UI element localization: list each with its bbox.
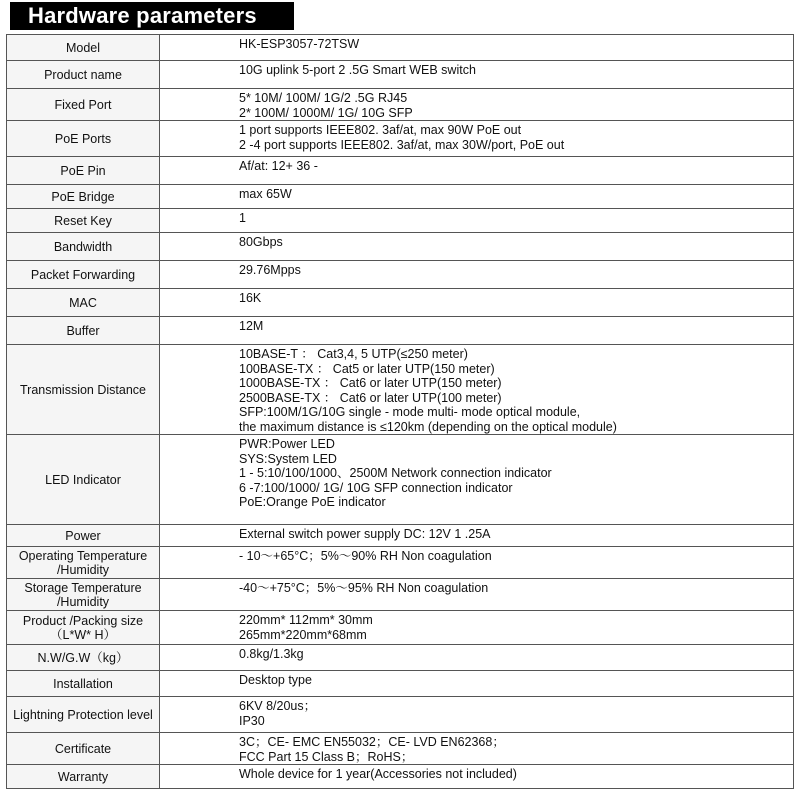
spec-row xyxy=(7,435,794,525)
spec-key: Certificate xyxy=(7,733,160,765)
spec-row xyxy=(7,289,794,317)
spec-row xyxy=(7,35,794,61)
spec-value-line: 6KV 8/20us； xyxy=(239,699,317,713)
spec-key: PoE Bridge xyxy=(7,185,160,209)
spec-key: N.W/G.W（kg） xyxy=(7,645,160,671)
spec-value xyxy=(160,157,794,185)
spec-value-line: 10BASE-T ： Cat3,4, 5 UTP(≤250 meter) xyxy=(239,347,468,361)
spec-value-line: 220mm* 112mm* 30mm xyxy=(239,613,373,627)
spec-row xyxy=(7,317,794,345)
spec-key: Operating Temperature /Humidity xyxy=(7,547,160,579)
spec-value xyxy=(160,579,794,611)
spec-value-line: PWR:Power LED xyxy=(239,437,335,451)
spec-key: Fixed Port xyxy=(7,89,160,121)
spec-key: LED Indicator xyxy=(7,435,160,525)
spec-row xyxy=(7,671,794,697)
spec-value-line: 0.8kg/1.3kg xyxy=(239,647,304,661)
spec-value xyxy=(160,121,794,157)
spec-value xyxy=(160,233,794,261)
spec-row xyxy=(7,61,794,89)
spec-row xyxy=(7,733,794,765)
spec-value-line: FCC Part 15 Class B；RoHS； xyxy=(239,749,414,764)
spec-key: Product name xyxy=(7,61,160,89)
spec-key: Lightning Protection level xyxy=(7,697,160,733)
spec-key: Bandwidth xyxy=(7,233,160,261)
spec-value-line: 10G uplink 5-port 2 .5G Smart WEB switch xyxy=(239,63,476,77)
spec-value-line: the maximum distance is ≤120km (depending on the optical module) xyxy=(239,419,617,434)
spec-value-line: 1 xyxy=(239,211,246,225)
spec-key: MAC xyxy=(7,289,160,317)
spec-row xyxy=(7,697,794,733)
spec-row xyxy=(7,209,794,233)
spec-key: PoE Ports xyxy=(7,121,160,157)
spec-value-line: 80Gbps xyxy=(239,235,283,249)
spec-row xyxy=(7,765,794,789)
spec-key: Packet Forwarding xyxy=(7,261,160,289)
spec-key: Storage Temperature /Humidity xyxy=(7,579,160,611)
spec-value-line: max 65W xyxy=(239,187,292,201)
spec-row xyxy=(7,611,794,645)
spec-value-line: SFP:100M/1G/10G single - mode multi- mode optical module, xyxy=(239,405,581,419)
spec-value xyxy=(160,317,794,345)
spec-value-line: 100BASE-TX ： Cat5 or later UTP(150 meter) xyxy=(239,361,495,376)
spec-value-line: Af/at: 12+ 36 - xyxy=(239,159,318,173)
spec-value-line: 265mm*220mm*68mm xyxy=(239,627,367,642)
spec-value xyxy=(160,345,794,435)
spec-row xyxy=(7,345,794,435)
spec-row xyxy=(7,579,794,611)
spec-row xyxy=(7,261,794,289)
spec-value xyxy=(160,645,794,671)
spec-value-line: 2* 100M/ 1000M/ 1G/ 10G SFP xyxy=(239,105,413,120)
spec-value xyxy=(160,289,794,317)
spec-value-line: 5* 10M/ 100M/ 1G/2 .5G RJ45 xyxy=(239,91,408,105)
spec-value-line: 1000BASE-TX ： Cat6 or later UTP(150 meter) xyxy=(239,376,502,390)
page-title: Hardware parameters xyxy=(10,2,294,30)
spec-key: Product /Packing size（L*W* H） xyxy=(7,611,160,645)
spec-key: PoE Pin xyxy=(7,157,160,185)
spec-key: Model xyxy=(7,35,160,61)
spec-value xyxy=(160,611,794,645)
spec-value xyxy=(160,261,794,289)
spec-key: Power xyxy=(7,525,160,547)
spec-key: Transmission Distance xyxy=(7,345,160,435)
spec-value xyxy=(160,35,794,61)
spec-value xyxy=(160,209,794,233)
spec-value-line: 12M xyxy=(239,319,264,333)
spec-row xyxy=(7,157,794,185)
spec-value-line: 1 port supports IEEE802. 3af/at, max 90W PoE out xyxy=(239,123,522,137)
spec-value-line: IP30 xyxy=(239,713,265,728)
spec-value xyxy=(160,671,794,697)
spec-value-line: Whole device for 1 year(Accessories not included) xyxy=(239,767,517,781)
spec-key: Buffer xyxy=(7,317,160,345)
spec-row xyxy=(7,185,794,209)
spec-value xyxy=(160,89,794,121)
spec-value-line: - 10～+65°C；5%～90% RH Non coagulation xyxy=(239,549,492,563)
spec-value xyxy=(160,697,794,733)
spec-value xyxy=(160,733,794,765)
spec-row xyxy=(7,547,794,579)
spec-value-line: Desktop type xyxy=(239,673,312,687)
spec-value-line: External switch power supply DC: 12V 1 .25A xyxy=(239,527,491,541)
spec-row xyxy=(7,525,794,547)
spec-key: Reset Key xyxy=(7,209,160,233)
spec-value-line: 2500BASE-TX ： Cat6 or later UTP(100 meter) xyxy=(239,390,502,405)
spec-value-line: 3C；CE- EMC EN55032；CE- LVD EN62368； xyxy=(239,735,505,749)
spec-value-line: 2 -4 port supports IEEE802. 3af/at, max 30W/port, PoE out xyxy=(239,137,565,152)
spec-value-line: 1 - 5:10/100/1000、2500M Network connection indicator xyxy=(239,466,552,480)
spec-row xyxy=(7,645,794,671)
spec-value-line: 6 -7:100/1000/ 1G/ 10G SFP connection indicator xyxy=(239,480,513,495)
spec-value xyxy=(160,525,794,547)
spec-value-line: 29.76Mpps xyxy=(239,263,301,277)
spec-value-line: HK-ESP3057-72TSW xyxy=(239,37,360,51)
spec-value xyxy=(160,435,794,525)
spec-row xyxy=(7,121,794,157)
spec-value-line: 16K xyxy=(239,291,262,305)
spec-row xyxy=(7,89,794,121)
spec-key: Warranty xyxy=(7,765,160,789)
spec-value xyxy=(160,185,794,209)
hardware-parameters-table xyxy=(6,34,794,789)
spec-value xyxy=(160,61,794,89)
spec-row xyxy=(7,233,794,261)
spec-value-line: PoE:Orange PoE indicator xyxy=(239,495,386,509)
spec-value xyxy=(160,765,794,789)
spec-value xyxy=(160,547,794,579)
spec-key: Installation xyxy=(7,671,160,697)
spec-value-line: SYS:System LED xyxy=(239,451,337,466)
spec-value-line: -40～+75°C；5%～95% RH Non coagulation xyxy=(239,581,489,595)
